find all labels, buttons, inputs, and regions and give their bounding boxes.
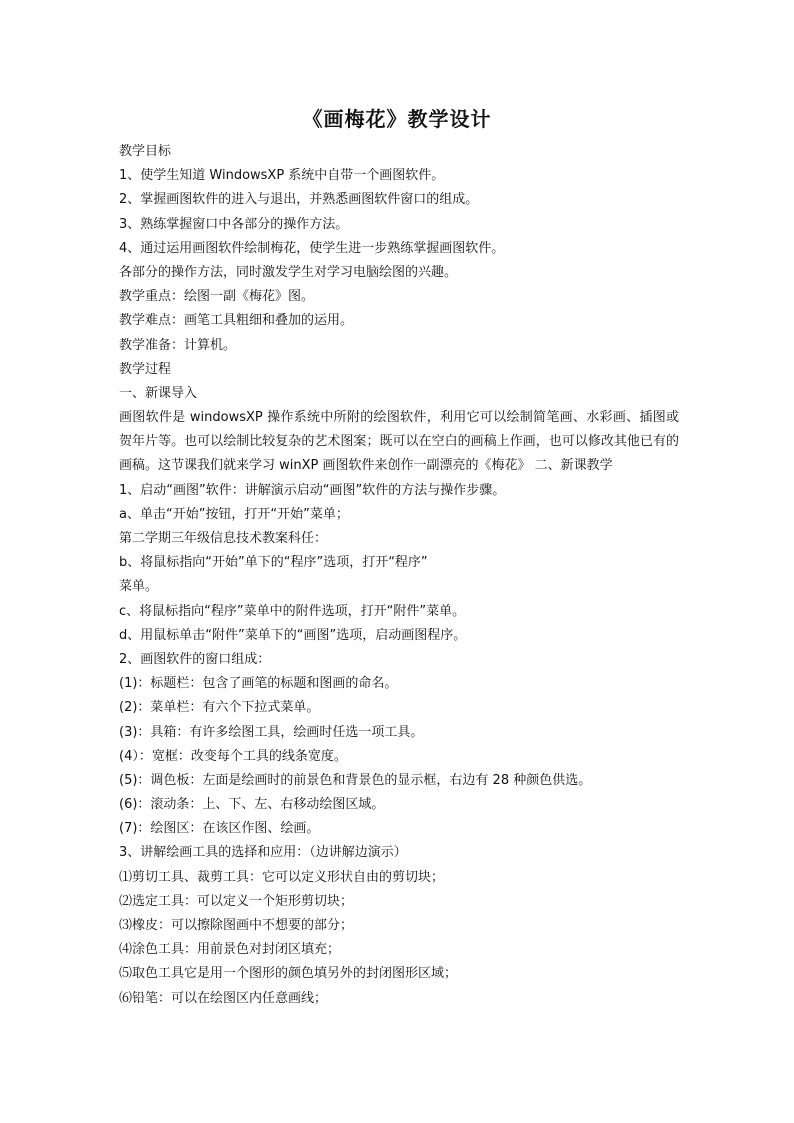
text-line: 3、熟练掌握窗口中各部分的操作方法。 (119, 216, 349, 232)
intro-paragraph: 画图软件是 windowsXP 操作系统中所附的绘图软件，利用它可以绘制简笔画、水彩画、插图或贺年片等。也可以绘制比较复杂的艺术图案；既可以在空白的画稿上作画，也可以修改其他已有的画稿。这节课我们就来学习 winXP 画图软件来创作一副漂亮的《梅花》 二、新课教学 (119, 410, 679, 474)
text-line: ⑷涂色工具：用前景色对封闭区填充； (119, 942, 341, 958)
text-line: (1)：标题栏：包含了画笔的标题和图画的命名。 (119, 676, 398, 692)
text-line: 教学过程 (119, 361, 172, 377)
text-line: (5)：调色板：左面是绘画时的前景色和背景色的显示框，右边有 28 种颜色供选。 (119, 772, 592, 788)
text-line: 教学难点：画笔工具粗细和叠加的运用。 (119, 313, 354, 329)
text-line: 教学重点：绘图一副《梅花》图。 (119, 289, 315, 305)
text-line: 菜单。 (119, 579, 159, 595)
text-line: 3、讲解绘画工具的选择和应用：（边讲解边演示） (119, 845, 407, 861)
document-title: 《画梅花》教学设计 (302, 107, 492, 131)
text-line: ⑹铅笔：可以在绘图区内任意画线； (119, 990, 328, 1006)
text-line: ⑵选定工具：可以定义一个矩形剪切块； (119, 893, 354, 909)
text-line: (3)：具箱：有许多绘图工具，绘画时任选一项工具。 (119, 724, 424, 740)
section-procedure (119, 479, 679, 1011)
text-line: 一、新课导入 (119, 385, 198, 401)
text-line: 第二学期三年级信息技术教案科任： (119, 531, 328, 547)
text-line: 1、启动“画图”软件：讲解演示启动“画图”软件的方法与操作步骤。 (119, 482, 506, 498)
text-line: 教学目标 (119, 144, 172, 159)
text-line: (7)：绘图区：在该区作图、绘画。 (119, 821, 320, 837)
text-line: (2)：菜单栏：有六个下拉式菜单。 (119, 700, 320, 716)
text-line: ⑶橡皮：可以擦除图画中不想要的部分； (119, 918, 354, 934)
text-line: 2、画图软件的窗口组成： (119, 651, 271, 667)
text-line: 4、通过运用画图软件绘制梅花，使学生进一步熟练掌握画图软件。 (119, 240, 505, 256)
text-line: 各部分的操作方法，同时激发学生对学习电脑绘图的兴趣。 (119, 264, 458, 280)
text-line: (4）：宽框：改变每个工具的线条宽度。 (119, 748, 347, 764)
text-line: ⑸取色工具它是用一个图形的颜色填另外的封闭图形区域； (119, 966, 458, 982)
text-line: (6)：滚动条：上、下、左、右移动绘图区域。 (119, 797, 385, 813)
text-line: 2、掌握画图软件的进入与退出，并熟悉画图软件窗口的组成。 (119, 192, 479, 208)
text-line: ⑴剪切工具、裁剪工具：它可以定义形状自由的剪切块； (119, 869, 445, 885)
text-line: 1、使学生知道 WindowsXP 系统中自带一个画图软件。 (119, 168, 445, 184)
section-objectives (119, 140, 679, 406)
text-line: c、将鼠标指向“程序”菜单中的附件选项，打开“附件”菜单。 (119, 603, 466, 619)
text-line: a、单击“开始”按钮，打开“开始”菜单； (119, 506, 349, 522)
text-line: b、将鼠标指向“开始”单下的“程序”选项，打开“程序” (119, 555, 428, 571)
document-body (119, 140, 679, 1011)
text-line: 教学准备：计算机。 (119, 337, 237, 353)
text-line: d、用鼠标单击“附件”菜单下的“画图”选项，启动画图程序。 (119, 627, 467, 643)
